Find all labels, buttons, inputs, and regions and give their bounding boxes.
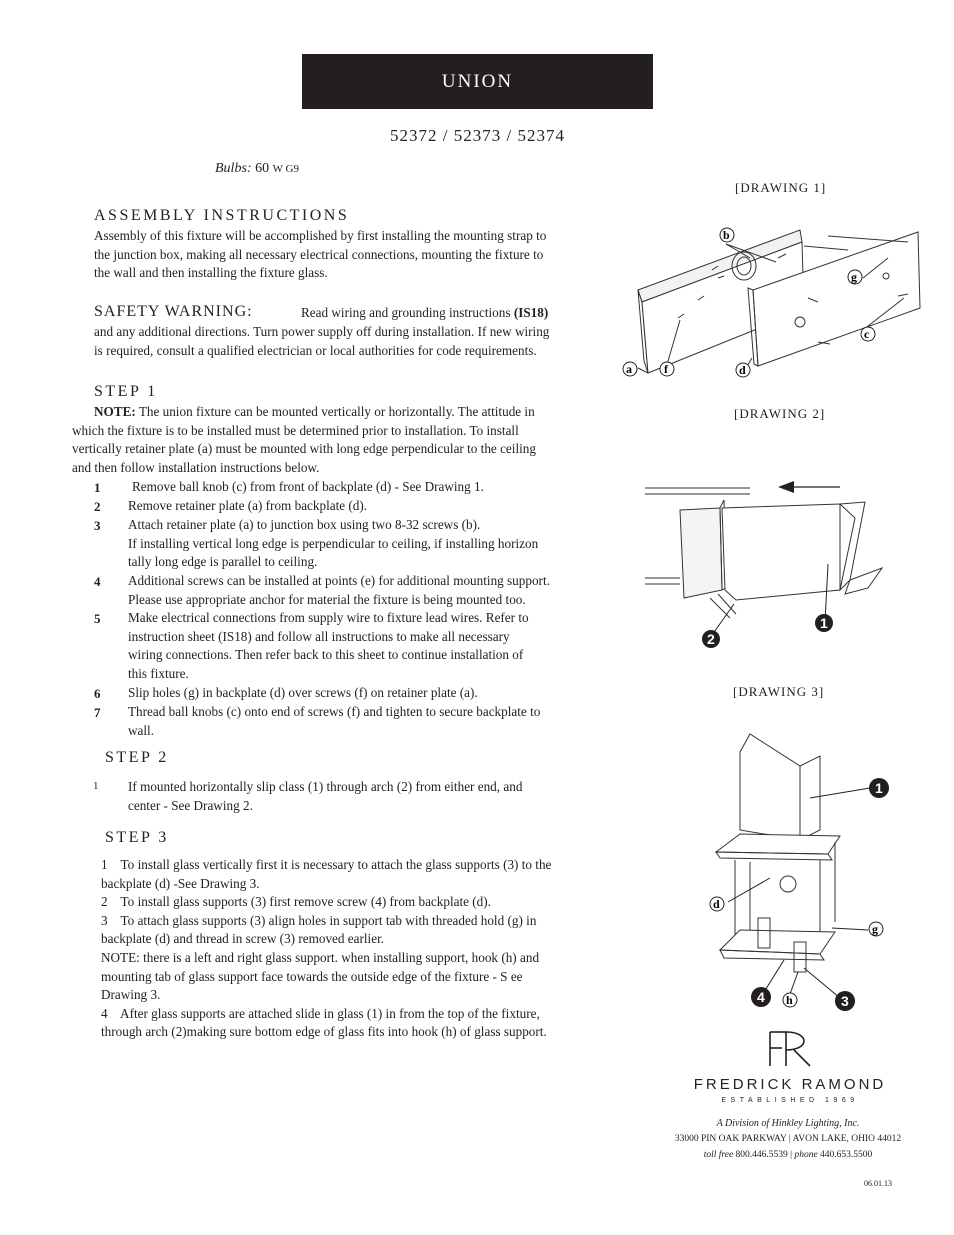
callout-d-label: d (739, 363, 746, 377)
step2-line: center - See Drawing 2. (128, 797, 253, 813)
step1-item-text (132, 478, 484, 497)
step1-item-line: Attach retainer plate (a) to junction box using two 8-32 screws (b). (128, 517, 481, 532)
step1-item-line: tally long edge is parallel to ceiling. (128, 554, 318, 570)
drawing3-figure (700, 722, 900, 1012)
callout-2-label: 2 (707, 631, 715, 647)
step1-item-number: 2 (94, 499, 101, 514)
callout-a-label: a (626, 362, 632, 376)
safety-line: is required, consult a qualified electrician or local authorities for code requirements. (94, 342, 537, 358)
note-text: which the fixture is to be installed must be determined prior to installation. To install (72, 422, 519, 438)
step1-item-text (128, 497, 367, 516)
step1-item-number: 6 (94, 686, 101, 701)
step1-item-text (128, 609, 529, 683)
step2-text (128, 778, 522, 815)
callout-3-label: 3 (841, 993, 849, 1009)
phone-line: toll free 800.446.5539 | phone 440.653.5500 (703, 1150, 873, 1160)
drawing3-label: [DRAWING 3] (733, 684, 825, 699)
bulbs-wattage: 60 (255, 161, 270, 176)
step1-item-line: Remove ball knob (c) from front of backplate (d) - See Drawing 1. (132, 479, 484, 494)
drawing1-label: [DRAWING 1] (735, 180, 827, 195)
step1-item-line: this fixture. (128, 665, 189, 681)
step1-item-text (128, 703, 540, 740)
callout-g-label: g (851, 270, 857, 284)
step1-item-number: 7 (94, 705, 101, 720)
step1-item-number: 1 (94, 480, 101, 495)
bulbs-type: W G9 (272, 163, 299, 175)
step1-item-number: 3 (94, 518, 101, 533)
step1-heading: STEP 1 (94, 383, 158, 400)
note-text: and then follow installation instructions below. (72, 459, 320, 475)
step3-line: through arch (2)making sure bottom edge of glass fits into hook (h) of glass support. (101, 1024, 547, 1040)
safety-text: Read wiring and grounding instructions (301, 305, 514, 320)
step1-item-line: Thread ball knobs (c) onto end of screws (f) and tighten to secure backplate to (128, 704, 541, 719)
step3-line: 1 To install glass vertically first it is necessary to attach the glass supports (3) to the (101, 857, 552, 872)
assembly-line: the wall and then installing the fixture glass. (94, 265, 328, 281)
note-text: vertically retainer plate (a) must be mounted with long edge perpendicular to the ceiling (72, 441, 536, 457)
step1-item-line: Remove retainer plate (a) from backplate (d). (128, 498, 368, 513)
step3-line: 2 To install glass supports (3) first remove screw (4) from backplate (d). (101, 894, 491, 910)
step3-heading: STEP 3 (105, 829, 169, 846)
drawing1-figure (618, 218, 923, 383)
address-text: 33000 PIN OAK PARKWAY | AVON LAKE, OHIO 44012 (674, 1134, 902, 1144)
step1-item-line: Make electrical connections from supply wire to fixture lead wires. Refer to (128, 610, 529, 625)
step2-num: 1 (93, 780, 99, 792)
step1-item-line: Please use appropriate anchor for material the fixture is being mounted too. (128, 591, 526, 607)
step3-line: 3 To attach glass supports (3) align holes in support tab with threaded hold (g) in (101, 912, 537, 928)
brand-name: FREDRICK RAMOND (693, 1076, 887, 1093)
step2-heading: STEP 2 (105, 749, 169, 766)
callout-4-label: 4 (757, 989, 765, 1005)
step1-item-line: instruction sheet (IS18) and follow all instructions to make all necessary (128, 628, 510, 644)
step1-item-number: 4 (94, 574, 101, 589)
step1-item-number: 5 (94, 611, 101, 626)
title-banner (302, 54, 653, 109)
bulbs-info (215, 161, 299, 177)
division-text: A Division of Hinkley Lighting, Inc. (716, 1118, 860, 1129)
assembly-line: the junction box, making all necessary electrical connections, mounting the fixture to (94, 246, 544, 262)
assembly-heading: ASSEMBLY INSTRUCTIONS (94, 207, 350, 224)
step1-item-line: Slip holes (g) in backplate (d) over screws (f) on retainer plate (a). (128, 685, 478, 700)
step3-line: mounting tab of glass support face towards the outside edge of the fixture - S ee (101, 968, 523, 984)
phone-number: 440.653.5500 (820, 1150, 873, 1160)
callout-b-label: b (723, 228, 730, 242)
safety-ref: (IS18) (513, 305, 549, 320)
note-text: The union fixture can be mounted vertically or horizontally. The attitude in (135, 404, 535, 419)
step1-item-line: wall. (128, 722, 155, 738)
step1-item-text (128, 516, 538, 572)
step3-line: backplate (d) and thread in screw (3) removed earlier. (101, 931, 385, 947)
assembly-line: Assembly of this fixture will be accomplished by first installing the mounting strap to (94, 228, 547, 243)
note-label: NOTE: (94, 404, 136, 419)
step3-line: Drawing 3. (101, 987, 161, 1003)
callout-c-label: c (864, 327, 870, 341)
safety-text (94, 323, 634, 360)
safety-heading: SAFETY WARNING: (94, 303, 253, 320)
safety-line: and any additional directions. Turn power supply off during installation. If new wiring (94, 324, 550, 339)
arrow-icon (778, 481, 840, 493)
phone-label: phone (794, 1150, 818, 1160)
step1-item-text (128, 684, 478, 703)
model-numbers: 52372 / 52373 / 52374 (390, 126, 565, 145)
step2-line: If mounted horizontally slip class (1) through arch (2) from either end, and (128, 779, 523, 794)
step1-item-line: Additional screws can be installed at points (e) for additional mounting support. (128, 573, 550, 588)
callout-h-label: h (786, 993, 793, 1007)
drawing2-figure (640, 470, 890, 655)
product-title: UNION (441, 70, 514, 92)
step3-line: 4 After glass supports are attached slide in glass (1) in from the top of the fixture, (101, 1005, 540, 1021)
step1-item-line: If installing vertical long edge is perpendicular to ceiling, if installing horizon (128, 535, 539, 551)
step1-item-line: wiring connections. Then refer back to this sheet to continue installation of (128, 647, 524, 663)
step3-line: backplate (d) -See Drawing 3. (101, 875, 260, 891)
step3-text (101, 856, 631, 1042)
step1-item-text (128, 572, 550, 609)
callout-d-label: d (713, 897, 720, 911)
brand-established: ESTABLISHED 1969 (721, 1097, 859, 1104)
step1-note (72, 403, 632, 477)
revision-date: 06.01.13 (864, 1179, 892, 1188)
toll-free-number: 800.446.5539 (735, 1150, 788, 1160)
step3-line: NOTE: there is a left and right glass support. when installing support, hook (h) and (101, 949, 540, 965)
callout-1-label: 1 (820, 615, 828, 631)
assembly-text (94, 227, 624, 283)
callout-f-label: f (664, 362, 668, 376)
callout-g-label: g (872, 922, 878, 936)
callout-1-label: 1 (875, 780, 883, 796)
bulbs-label: Bulbs: (215, 161, 252, 176)
toll-free-label: toll free (703, 1150, 734, 1160)
safety-line1 (301, 304, 548, 323)
brand-monogram-logo (760, 1028, 820, 1070)
drawing2-label: [DRAWING 2] (734, 406, 826, 421)
